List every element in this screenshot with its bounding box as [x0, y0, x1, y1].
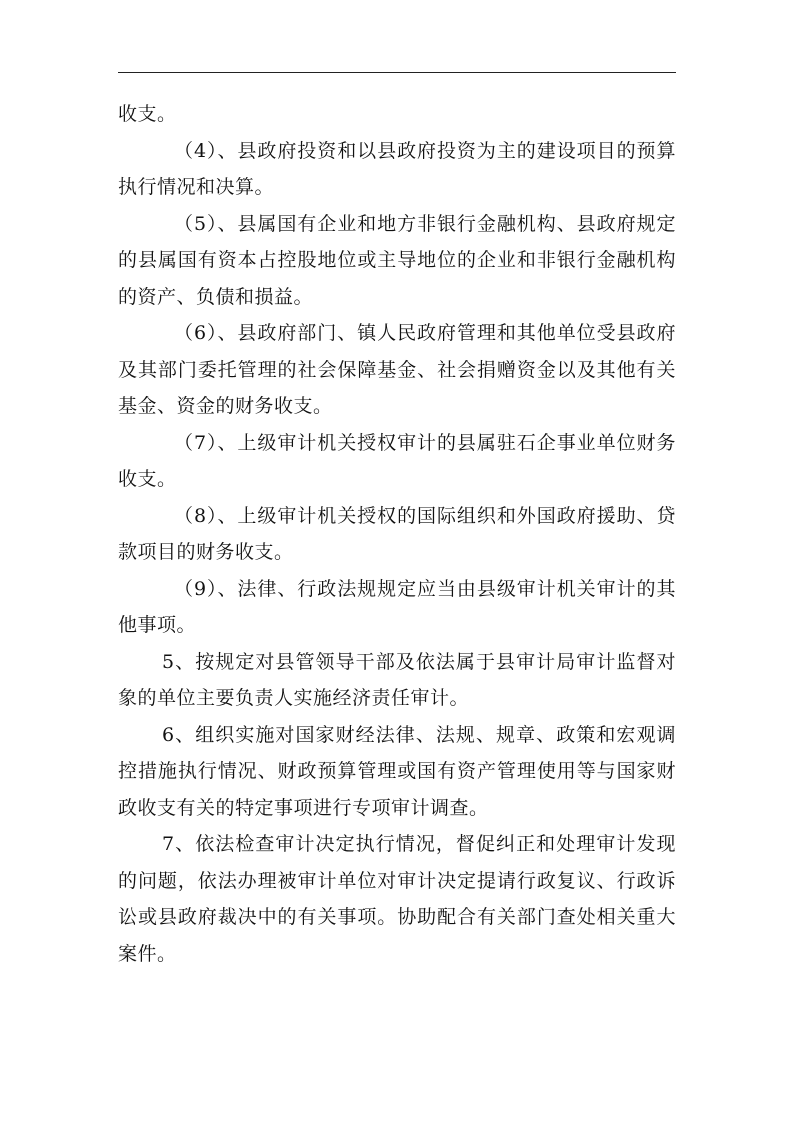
- header-rule: [118, 72, 676, 73]
- paragraph-continuation: 收支。: [118, 103, 177, 125]
- paragraph-section-6: 6、组织实施对国家财经法律、法规、规章、政策和宏观调控措施执行情况、财政预算管理或国有资产管理使用等与国家财政收支有关的特定事项进行专项审计调查。: [118, 723, 676, 819]
- paragraph-item-9: （9）、法律、行政法规规定应当由县级审计机关审计的其他事项。: [118, 577, 676, 636]
- paragraph-item-8: （8）、上级审计机关授权的国际组织和外国政府援助、贷款项目的财务收支。: [118, 504, 676, 563]
- paragraph-item-6: （6）、县政府部门、镇人民政府管理和其他单位受县政府及其部门委托管理的社会保障基金、社会捐赠资金以及其他有关基金、资金的财务收支。: [118, 322, 676, 417]
- paragraph-item-5: （5）、县属国有企业和地方非银行金融机构、县政府规定的县属国有资本占控股地位或主导地位的企业和非银行金融机构的资产、负债和损益。: [118, 212, 676, 308]
- document-body: [118, 96, 676, 972]
- paragraph-section-7: 7、依法检查审计决定执行情况，督促纠正和处理审计发现的问题，依法办理被审计单位对审计决定提请行政复议、行政诉讼或县政府裁决中的有关事项。协助配合有关部门查处相关重大案件。: [118, 833, 676, 965]
- paragraph-item-7: （7）、上级审计机关授权审计的县属驻石企事业单位财务收支。: [118, 431, 676, 490]
- paragraph-section-5: 5、按规定对县管领导干部及依法属于县审计局审计监督对象的单位主要负责人实施经济责任审计。: [118, 650, 676, 709]
- paragraph-item-4: （4）、县政府投资和以县政府投资为主的建设项目的预算执行情况和决算。: [118, 139, 676, 198]
